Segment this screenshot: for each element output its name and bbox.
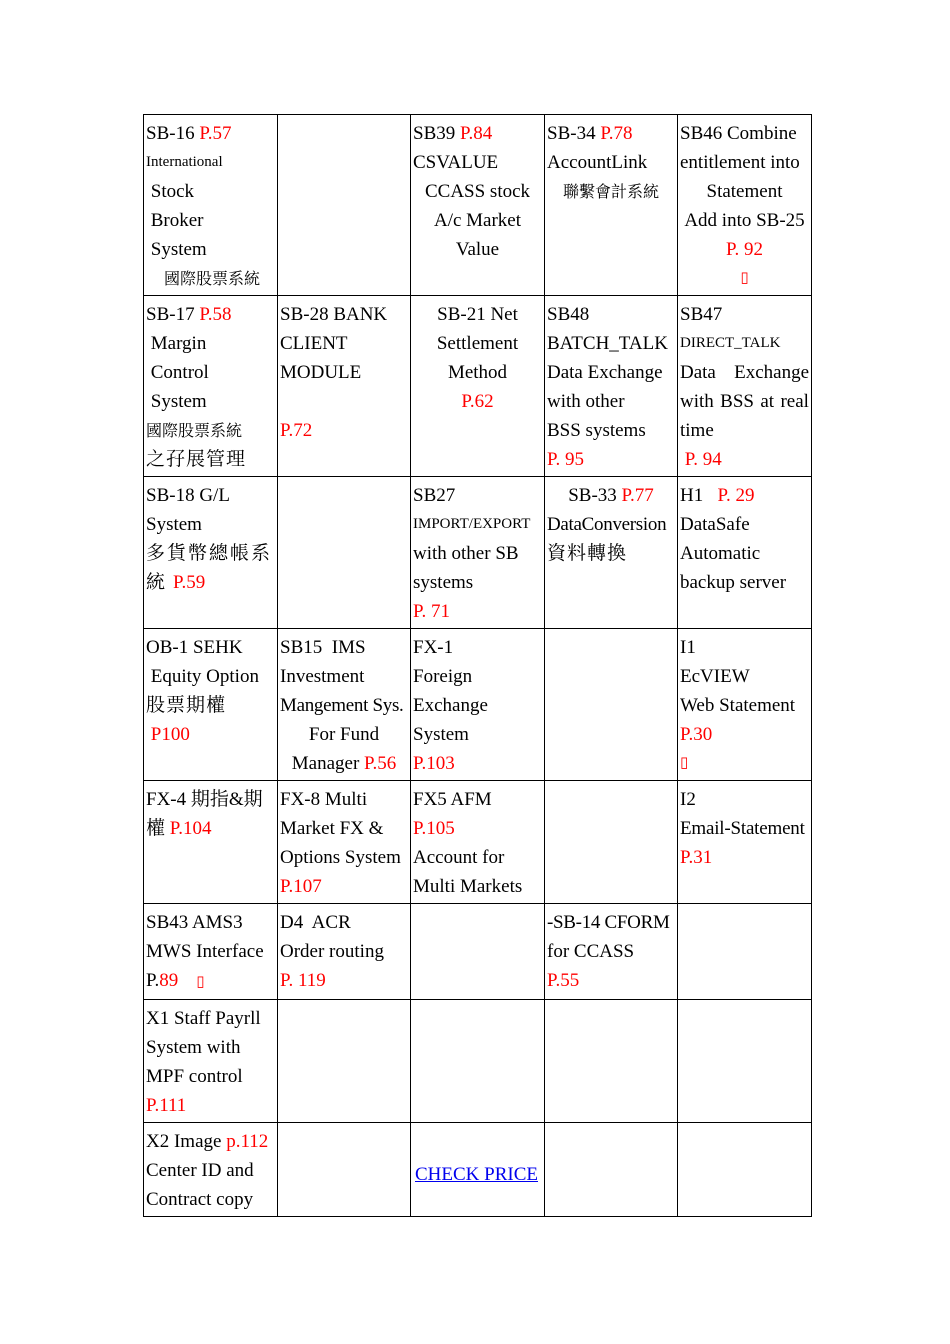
cell-i2: I2 Email-Statement P.31 [678, 781, 812, 904]
cell-fx5: FX5 AFM P.105 Account for Multi Markets [411, 781, 545, 904]
cell-sb18: SB-18 G/L System 多貨幣總帳系 統 P.59 [144, 477, 278, 629]
check-price-container [143, 1161, 810, 1189]
table-row [144, 296, 812, 477]
page-ref: P.31 [680, 847, 713, 868]
cell-x2: X2 Image p.112 Center ID and Contract copy [144, 1123, 278, 1217]
empty-cell [545, 781, 678, 904]
page-ref: P. 29 [717, 485, 755, 506]
cell-sb17: SB-17 P.58 Margin Control System 國際股票系統 之孖展管理 [144, 296, 278, 477]
cell-fx4: FX-4 期指&期 權 P.104 [144, 781, 278, 904]
page-ref: P.62 [461, 391, 494, 412]
cell-sb27: SB27 IMPORT/EXPORT with other SB systems P. 71 [411, 477, 545, 629]
page-ref: P.56 [364, 753, 397, 774]
cell-fx8: FX-8 Multi Market FX & Options System P.107 [278, 781, 411, 904]
page-ref: P. 71 [413, 601, 450, 622]
cell-x1: X1 Staff Payrll System with MPF control P.111 [144, 1000, 278, 1123]
page-ref: P.105 [413, 818, 455, 839]
cell-d4: D4 ACR Order routing P. 119 [278, 904, 411, 1000]
page-ref: P. 92 [726, 239, 763, 260]
cell-sb28: SB-28 BANK CLIENT MODULE P.72 [278, 296, 411, 477]
page-ref: P. 94 [680, 449, 722, 470]
cell-sb48: SB48 BATCH_TALK Data Exchange with other BSS systems P. 95 [545, 296, 678, 477]
cell-sb33: SB-33 P.77 DataConversion 資料轉換 [545, 477, 678, 629]
cell-h1: H1 P. 29 DataSafe Automatic backup server [678, 477, 812, 629]
page-ref: P.84 [460, 123, 493, 144]
cell-sb21: SB-21 Net Settlement Method P.62 [411, 296, 545, 477]
page-ref: P.55 [547, 970, 580, 991]
table-row [144, 115, 812, 296]
page-ref: P.78 [600, 123, 633, 144]
table-row [144, 904, 812, 1000]
empty-cell [411, 904, 545, 1000]
page-ref: p.112 [226, 1131, 269, 1152]
empty-cell [278, 115, 411, 296]
cell-sb15: SB15 IMS Investment Mangement Sys. For Fund Manager P.56 [278, 629, 411, 781]
table-row [144, 629, 812, 781]
empty-cell [545, 1000, 678, 1123]
cell-sb39: SB39 P.84 CSVALUE CCASS stock A/c Market Value [411, 115, 545, 296]
cell-fx1: FX-1 Foreign Exchange System P.103 [411, 629, 545, 781]
page-ref: P.111 [146, 1095, 187, 1116]
page-ref: P.72 [280, 420, 313, 441]
cell-sb47: SB47 DIRECT_TALK Data Exchange with BSS at real time P. 94 [678, 296, 812, 477]
table-row [144, 781, 812, 904]
check-price-link[interactable]: CHECK PRICE [415, 1164, 538, 1185]
page-ref: P.104 [169, 818, 212, 839]
system-modules-table [143, 114, 812, 1217]
missing-glyph-icon: ▯ [680, 755, 689, 771]
page-ref: P.107 [280, 876, 322, 897]
page-ref: 89 [159, 970, 179, 991]
cell-i1: I1 EcVIEW Web Statement P.30 ▯ [678, 629, 812, 781]
empty-cell [278, 477, 411, 629]
page-ref: P.57 [199, 123, 232, 144]
missing-glyph-icon: ▯ [740, 270, 749, 286]
cell-sb14: -SB-14 CFORM for CCASS P.55 [545, 904, 678, 1000]
page-ref: P.30 [680, 724, 713, 745]
page-ref: P. 119 [280, 970, 326, 991]
page-ref: P.59 [173, 572, 206, 593]
cell-sb34: SB-34 P.78 AccountLink 聯繫會計系統 [545, 115, 678, 296]
table-row [144, 1000, 812, 1123]
empty-cell [278, 1000, 411, 1123]
cell-sb46: SB46 Combine entitlement into Statement Add into SB-25 P. 92 ▯ [678, 115, 812, 296]
cell-sb43: SB43 AMS3 MWS Interface P.89 ▯ [144, 904, 278, 1000]
empty-cell [545, 629, 678, 781]
missing-glyph-icon: ▯ [196, 974, 205, 990]
empty-cell [678, 1000, 812, 1123]
cell-ob1: OB-1 SEHK Equity Option 股票期權 P100 [144, 629, 278, 781]
page-ref: P.103 [413, 753, 455, 774]
empty-cell [678, 904, 812, 1000]
table-row [144, 477, 812, 629]
empty-cell [411, 1000, 545, 1123]
cell-sb16: SB-16 P.57 International Stock Broker System 國際股票系統 [144, 115, 278, 296]
page-ref: P100 [146, 724, 190, 745]
page-ref: P.77 [621, 485, 654, 506]
page-ref: P. 95 [547, 449, 584, 470]
page-ref: P.58 [199, 304, 232, 325]
